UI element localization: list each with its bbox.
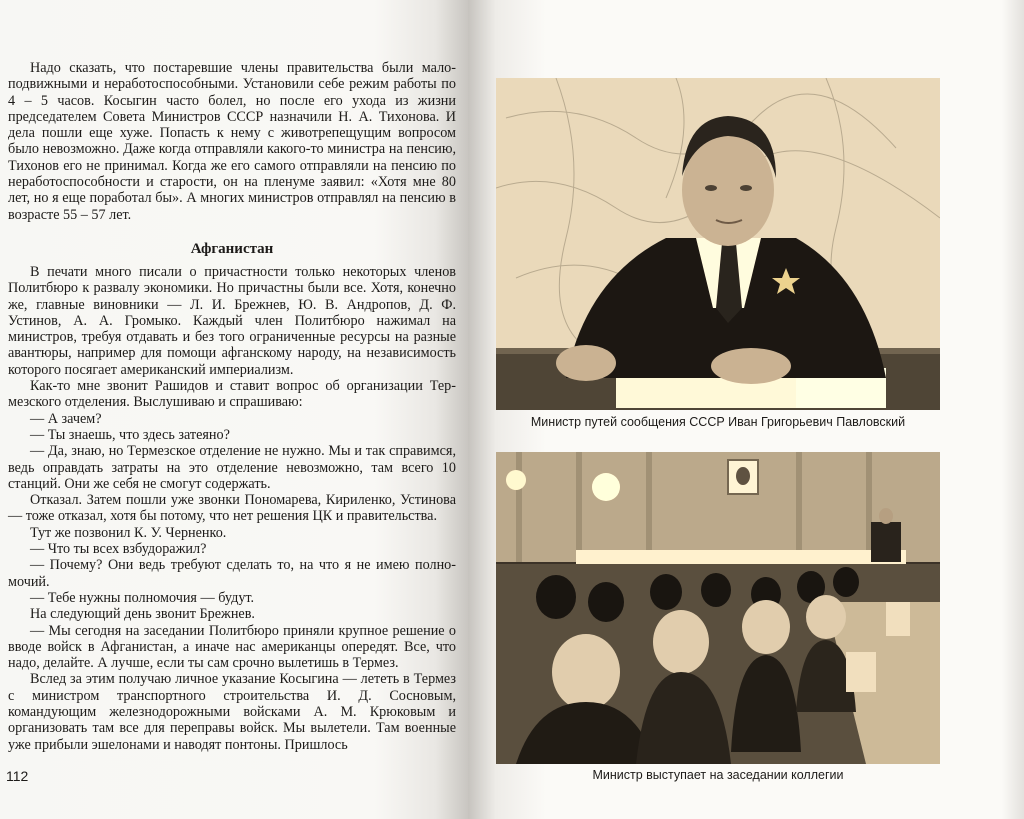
paragraph: В печати много писали о причастности только некоторых членов Политбюро к развалу экономики. Но причастны были все. Хотя, конечно же, главные виновники — Л. И. Брежнев, Ю. В. Андропов, Д. Ф. Устинов, А. А. Громыко. Каждый член Политбюро нажимал на министров, требуя отдавать и без того ограниченные ресурсы на разные авантюры, например для помощи афганскому народу, на независимость которого посягает американский империализм. (8, 264, 456, 378)
dialogue-line: — А зачем? (30, 410, 102, 427)
paragraph: На следующий день звонит Брежнев. (30, 606, 255, 623)
dialogue-line: — Ты знаешь, что здесь затеяно? (30, 426, 230, 443)
left-page (0, 0, 468, 819)
dialogue-line: — Мы сегодня на заседании Политбюро приняли крупное решение о вводе войск в Афганистан, а иначе нас американцы опередят. Все, что надо, делайте. А лучше, если ты сам срочно вылетишь в Термез. (8, 622, 456, 672)
section-heading: Афганистан (190, 241, 274, 257)
dialogue-line: — Что ты всех взбудоражил? (30, 541, 207, 558)
paragraph: Вслед за этим получаю личное указание Косыгина — лететь в Термез с министром транспортного строительства И. Д. Сосновым, командующим железнодорожными войсками А. М. Крюковым и организовать там все для переправы войск. Мы вылетели. Там военные уже прибыли эшелонами и наводят понтоны. Пришлось (8, 671, 456, 753)
dialogue-line: — Почему? Они ведь требуют сделать то, на что я не имею полномочий. (8, 557, 456, 590)
paragraph: Отказал. Затем пошли уже звонки Пономарева, Кириленко, Устинова — тоже отказал, хотя бы потому, что нет решения ЦК и правительства. (8, 492, 456, 525)
photo2-caption: Министр выступает на заседании коллегии (592, 768, 844, 782)
dialogue-line: — Тебе нужны полномочия — будут. (30, 589, 255, 606)
photo1-caption: Министр путей сообщения СССР Иван Григорьевич Павловский (530, 415, 906, 429)
paragraph: Тут же позвонил К. У. Черненко. (30, 524, 227, 541)
page-number: 112 (6, 768, 29, 784)
paragraph-intro: Надо сказать, что постаревшие члены правительства были малоподвижными и неработоспособными. Установили себе режим работы по 4 – 5 часов. Косыгин часто болел, но после его ухода из жизни председателем Совета Министров СССР назначили Н. А. Тихонова. И дела пошли еще хуже. Попасть к нему с животрепещущим вопросом было невозможно. Даже когда отправляли какого-то министра на пенсию, Тихонов его не принимал. Когда же его самого отправляли на пенсию по неработоспособности и старости, он на пленуме заявил: «Хотя мне 80 лет, но я еще поработал бы». А многих министров отправлял на пенсию в возрасте 55 – 57 лет. (8, 60, 456, 223)
minister-portrait-photo (496, 78, 940, 410)
paragraph: Как-то мне звонит Рашидов и ставит вопрос об организации Термезского отделения. Выслушиваю и спрашиваю: (8, 378, 456, 411)
dialogue-line: — Да, знаю, но Термезское отделение не нужно. Мы и так справимся, ведь оправдать затраты на это отделение невозможно, там всего 10 станций. Они же себя не смогут содержать. (8, 443, 456, 492)
main-text-block (8, 264, 456, 753)
top-text-block (8, 60, 456, 223)
collegium-meeting-photo (496, 452, 940, 764)
